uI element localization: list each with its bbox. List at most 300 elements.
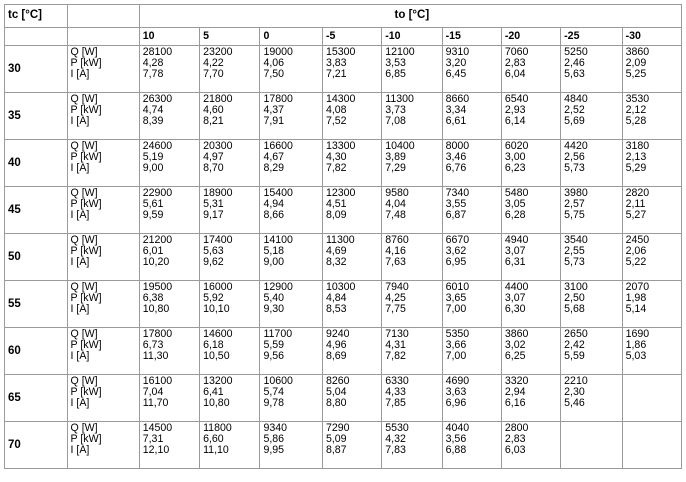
cell-value: 2,83	[504, 57, 526, 70]
cell-value: 8,70	[203, 162, 224, 175]
cell-value: 17800	[142, 328, 173, 340]
cell-value: 3,20	[445, 57, 467, 70]
cell-value: 6,14	[504, 115, 526, 128]
tc-value: 55	[5, 281, 68, 328]
cell-value: 14100	[263, 234, 293, 246]
cell-value: 16100	[142, 375, 173, 387]
cell-value: 5,29	[625, 162, 647, 175]
cell-value: 3180	[625, 140, 650, 152]
cell-value: 2820	[625, 187, 650, 199]
cell-value	[626, 423, 681, 434]
cell-value: 7,91	[263, 115, 285, 128]
cell-value: 5,18	[263, 245, 285, 258]
cell-value: 4,08	[325, 104, 347, 117]
data-cell	[442, 375, 501, 422]
data-cell	[260, 375, 323, 422]
cell-value: 5,75	[564, 209, 585, 222]
data-cell	[561, 375, 622, 422]
cell-value: 4940	[504, 234, 529, 246]
data-cell	[382, 234, 442, 281]
cell-value: 6,01	[142, 245, 164, 258]
cell-value: 9,00	[263, 256, 285, 269]
quantity-label: Q [W]	[70, 328, 98, 340]
cell-value: 11300	[325, 234, 355, 246]
quantity-labels	[67, 375, 139, 422]
cell-value: 9,00	[142, 162, 164, 175]
cell-value: 7,63	[385, 256, 406, 269]
tc-value: 70	[5, 422, 68, 469]
cell-value: 14500	[142, 422, 173, 434]
cell-value: 4,25	[385, 292, 406, 305]
cell-value: 9340	[263, 422, 288, 434]
cell-value: 5,31	[203, 198, 224, 211]
cell-value: 8000	[445, 140, 470, 152]
cell-value: 2,13	[625, 151, 647, 164]
cell-value: 5,59	[263, 339, 285, 352]
cell-value: 8,21	[203, 115, 224, 128]
data-cell	[442, 328, 501, 375]
cell-value: 7,48	[385, 209, 406, 222]
cell-value: 2,83	[504, 433, 526, 446]
data-cell	[322, 93, 381, 140]
data-cell	[501, 187, 560, 234]
cell-value: 4,97	[203, 151, 224, 164]
data-cell	[200, 187, 260, 234]
cell-value: 4,32	[385, 433, 406, 446]
cell-value: 3530	[625, 93, 650, 105]
quantity-label: Q [W]	[70, 375, 98, 387]
table-row	[5, 422, 682, 469]
data-cell	[442, 93, 501, 140]
quantity-label: P [kW]	[70, 57, 102, 70]
cell-value: 6540	[504, 93, 529, 105]
quantity-labels	[67, 140, 139, 187]
data-cell	[382, 375, 442, 422]
cell-value: 4040	[445, 422, 470, 434]
data-cell	[382, 46, 442, 93]
cell-value: 10,20	[142, 256, 170, 269]
cell-value: 22900	[142, 187, 173, 199]
cell-value: 2,42	[564, 339, 585, 352]
cell-value: 8760	[385, 234, 409, 246]
cell-value: 9,78	[263, 397, 285, 410]
cell-value: 4,96	[325, 339, 347, 352]
data-cell	[322, 234, 381, 281]
data-cell	[382, 422, 442, 469]
cell-value: 5,61	[142, 198, 164, 211]
cell-value: 7,31	[142, 433, 164, 446]
cell-value: 19500	[142, 281, 173, 293]
cell-value: 5,04	[325, 386, 347, 399]
data-cell	[260, 234, 323, 281]
cell-value: 28100	[142, 46, 173, 58]
cell-value: 6,41	[203, 386, 224, 399]
cell-value: 3,34	[445, 104, 467, 117]
data-cell	[622, 187, 681, 234]
cell-value: 5480	[504, 187, 529, 199]
quantity-label: I [A]	[70, 256, 90, 269]
cell-value: 5,73	[564, 162, 585, 175]
cell-value: 5,63	[203, 245, 224, 258]
cell-value: 6,30	[504, 303, 526, 316]
quantity-label: I [A]	[70, 303, 90, 316]
blank-header-cell	[5, 28, 68, 46]
cell-value	[626, 398, 681, 409]
cell-value: 2,46	[564, 57, 585, 70]
cell-value: 16000	[203, 281, 233, 293]
cell-value: 3,53	[385, 57, 406, 70]
data-cell	[322, 140, 381, 187]
cell-value: 5,63	[564, 68, 585, 81]
cell-value: 8,80	[325, 397, 347, 410]
tc-value: 65	[5, 375, 68, 422]
data-cell	[322, 281, 381, 328]
cell-value: 6,31	[504, 256, 526, 269]
cell-value: 8,32	[325, 256, 347, 269]
cell-value: 11,10	[203, 444, 229, 457]
data-cell	[260, 187, 323, 234]
cell-value	[626, 387, 681, 398]
data-cell	[200, 234, 260, 281]
cell-value: 24600	[142, 140, 173, 152]
data-cell	[501, 375, 560, 422]
cell-value: 7,82	[325, 162, 347, 175]
data-cell	[200, 375, 260, 422]
quantity-label: I [A]	[70, 397, 90, 410]
cell-value: 7,70	[203, 68, 224, 81]
cell-value: 13200	[203, 375, 233, 387]
cell-value: 6,73	[142, 339, 164, 352]
cell-value: 7340	[445, 187, 470, 199]
cell-value: 4840	[564, 93, 588, 105]
cell-value: 8,66	[263, 209, 285, 222]
cell-value: 4,30	[325, 151, 347, 164]
cell-value: 3,65	[445, 292, 467, 305]
cell-value: 2070	[625, 281, 650, 293]
cell-value: 7,82	[385, 350, 406, 363]
cell-value: 5,28	[625, 115, 647, 128]
to-value-header: -25	[561, 28, 622, 46]
cell-value: 26300	[142, 93, 173, 105]
to-value-header: 10	[139, 28, 199, 46]
cell-value	[564, 423, 621, 434]
table-row	[5, 281, 682, 328]
cell-value: 11700	[263, 328, 293, 340]
cell-value: 4,69	[325, 245, 347, 258]
cell-value: 17800	[263, 93, 293, 105]
cell-value: 1,86	[625, 339, 647, 352]
cell-value: 7,00	[445, 303, 467, 316]
cell-value: 7,83	[385, 444, 406, 457]
data-cell	[139, 187, 199, 234]
data-cell	[260, 46, 323, 93]
cell-value: 12900	[263, 281, 293, 293]
cell-value: 3,02	[504, 339, 526, 352]
cell-value: 5,22	[625, 256, 647, 269]
cell-value: 7,75	[385, 303, 406, 316]
cell-value: 4400	[504, 281, 529, 293]
cell-value: 8660	[445, 93, 470, 105]
quantity-label: I [A]	[70, 444, 90, 457]
cell-value: 12300	[325, 187, 356, 199]
data-cell	[322, 46, 381, 93]
cell-value: 7,50	[263, 68, 285, 81]
cell-value: 5,46	[564, 397, 585, 410]
quantity-labels	[67, 93, 139, 140]
cell-value: 8,87	[325, 444, 347, 457]
cell-value: 5250	[564, 46, 588, 58]
table-row	[5, 46, 682, 93]
tc-value: 45	[5, 187, 68, 234]
cell-value: 3320	[504, 375, 529, 387]
cell-value: 2650	[564, 328, 588, 340]
quantity-label: P [kW]	[70, 151, 102, 164]
data-cell	[200, 281, 260, 328]
tc-value: 30	[5, 46, 68, 93]
cell-value	[626, 434, 681, 445]
quantity-label: Q [W]	[70, 187, 98, 199]
cell-value: 3,46	[445, 151, 467, 164]
cell-value: 23200	[203, 46, 233, 58]
to-value-header: -10	[382, 28, 442, 46]
cell-value: 6,18	[203, 339, 224, 352]
data-cell	[622, 234, 681, 281]
data-cell	[442, 281, 501, 328]
cell-value: 2800	[504, 422, 529, 434]
cell-value: 19000	[263, 46, 293, 58]
cell-value: 10,80	[203, 397, 230, 410]
data-cell	[622, 281, 681, 328]
cell-value: 9,30	[263, 303, 285, 316]
cell-value: 9,62	[203, 256, 224, 269]
data-cell	[200, 93, 260, 140]
cell-value: 10,80	[142, 303, 170, 316]
cell-value: 5,25	[625, 68, 647, 81]
quantity-labels	[67, 328, 139, 375]
cell-value: 6,25	[504, 350, 526, 363]
cell-value: 1,98	[625, 292, 647, 305]
cell-value: 10400	[385, 140, 415, 152]
cell-value: 7,29	[385, 162, 406, 175]
cell-value: 5,27	[625, 209, 647, 222]
data-cell	[622, 375, 681, 422]
quantity-label: Q [W]	[70, 93, 98, 105]
tc-value: 40	[5, 140, 68, 187]
cell-value: 5,14	[625, 303, 647, 316]
cell-value: 2,56	[564, 151, 585, 164]
cell-value: 5,69	[564, 115, 585, 128]
quantity-label: P [kW]	[70, 339, 102, 352]
data-cell	[501, 140, 560, 187]
cell-value: 2,11	[625, 198, 646, 211]
cell-value: 9,95	[263, 444, 285, 457]
cell-value: 6330	[385, 375, 409, 387]
cell-value: 4,16	[385, 245, 406, 258]
cell-value: 7,08	[385, 115, 406, 128]
data-cell	[561, 422, 622, 469]
cell-value: 15300	[325, 46, 356, 58]
cell-value: 6,87	[445, 209, 467, 222]
data-cell	[322, 328, 381, 375]
data-cell	[442, 234, 501, 281]
quantity-label: I [A]	[70, 68, 90, 81]
table-row	[5, 93, 682, 140]
quantity-labels	[67, 46, 139, 93]
cell-value: 5,68	[564, 303, 585, 316]
cell-value: 5,86	[263, 433, 285, 446]
cell-value: 4420	[564, 140, 588, 152]
data-cell	[260, 422, 323, 469]
cell-value: 6,16	[504, 397, 526, 410]
tc-header: tc [°C]	[5, 5, 68, 28]
cell-value: 5,59	[564, 350, 585, 363]
cell-value: 6,61	[445, 115, 467, 128]
cell-value: 5,03	[625, 350, 647, 363]
cell-value: 3540	[564, 234, 588, 246]
quantity-label: Q [W]	[70, 422, 98, 434]
cell-value: 2,55	[564, 245, 585, 258]
data-cell	[139, 375, 199, 422]
cell-value: 9,17	[203, 209, 224, 222]
cell-value: 3860	[504, 328, 529, 340]
cell-value: 5,19	[142, 151, 164, 164]
quantity-label: P [kW]	[70, 104, 102, 117]
cell-value: 7,21	[325, 68, 347, 81]
cell-value: 3,63	[445, 386, 467, 399]
quantity-label: I [A]	[70, 162, 90, 175]
cell-value: 7,52	[325, 115, 347, 128]
to-value-header: -30	[622, 28, 681, 46]
to-header: to [°C]	[139, 5, 681, 28]
cell-value: 3,83	[325, 57, 347, 70]
cell-value: 6020	[504, 140, 529, 152]
cell-value: 11,70	[142, 397, 169, 410]
cell-value: 5,73	[564, 256, 585, 269]
cell-value: 5350	[445, 328, 470, 340]
data-cell	[139, 328, 199, 375]
cell-value: 4,67	[263, 151, 285, 164]
cell-value: 8,39	[142, 115, 164, 128]
cell-value: 6,38	[142, 292, 164, 305]
data-cell	[200, 46, 260, 93]
cell-value: 3,56	[445, 433, 467, 446]
cell-value: 5,40	[263, 292, 285, 305]
cell-value: 17400	[203, 234, 233, 246]
table-row	[5, 375, 682, 422]
data-cell	[322, 187, 381, 234]
cell-value: 7,00	[445, 350, 467, 363]
data-cell	[139, 234, 199, 281]
data-cell	[561, 187, 622, 234]
cell-value: 2,30	[564, 386, 585, 399]
data-cell	[622, 328, 681, 375]
cell-value: 14300	[325, 93, 356, 105]
cell-value: 3,07	[504, 292, 526, 305]
cell-value: 6,23	[504, 162, 526, 175]
data-cell	[382, 328, 442, 375]
tc-value: 35	[5, 93, 68, 140]
table-row	[5, 140, 682, 187]
cell-value: 5,92	[203, 292, 224, 305]
cell-value: 6,76	[445, 162, 467, 175]
cell-value: 8,53	[325, 303, 347, 316]
to-value-header: -5	[322, 28, 381, 46]
cell-value: 2,09	[625, 57, 647, 70]
data-cell	[622, 46, 681, 93]
cell-value: 6,88	[445, 444, 467, 457]
cell-value: 3,07	[504, 245, 526, 258]
quantity-label: P [kW]	[70, 245, 102, 258]
data-cell	[501, 328, 560, 375]
cell-value: 12100	[385, 46, 415, 58]
quantity-label: I [A]	[70, 350, 90, 363]
data-cell	[260, 93, 323, 140]
cell-value: 9,56	[263, 350, 285, 363]
tc-value: 50	[5, 234, 68, 281]
cell-value	[626, 376, 681, 387]
cell-value	[564, 445, 621, 456]
data-cell	[501, 234, 560, 281]
cell-value: 6,03	[504, 444, 526, 457]
cell-value: 9240	[325, 328, 350, 340]
data-cell	[561, 281, 622, 328]
cell-value: 3,05	[504, 198, 526, 211]
cell-value: 2,57	[564, 198, 585, 211]
cell-value: 4,51	[325, 198, 347, 211]
cell-value: 6010	[445, 281, 470, 293]
cell-value: 4,74	[142, 104, 164, 117]
cell-value: 8,09	[325, 209, 347, 222]
data-cell	[501, 422, 560, 469]
cell-value: 7,78	[142, 68, 164, 81]
cell-value: 2,52	[564, 104, 585, 117]
cell-value: 6,96	[445, 397, 467, 410]
cell-value: 7130	[385, 328, 409, 340]
data-cell	[200, 140, 260, 187]
table-row	[5, 234, 682, 281]
cell-value: 6670	[445, 234, 470, 246]
cell-value: 10,50	[203, 350, 230, 363]
cell-value: 4,04	[385, 198, 406, 211]
quantity-label: Q [W]	[70, 140, 98, 152]
cell-value: 14600	[203, 328, 233, 340]
data-cell	[561, 234, 622, 281]
data-cell	[442, 422, 501, 469]
cell-value: 3,89	[385, 151, 406, 164]
quantity-labels	[67, 187, 139, 234]
cell-value: 6,85	[385, 68, 406, 81]
cell-value: 21800	[203, 93, 233, 105]
cell-value: 3,62	[445, 245, 467, 258]
cell-value: 9310	[445, 46, 470, 58]
data-cell	[382, 187, 442, 234]
data-cell	[200, 328, 260, 375]
data-cell	[139, 281, 199, 328]
cell-value: 4,06	[263, 57, 285, 70]
to-value-header: 5	[200, 28, 260, 46]
data-cell	[139, 140, 199, 187]
cell-value: 4,31	[385, 339, 406, 352]
cell-value: 7,04	[142, 386, 164, 399]
data-cell	[442, 187, 501, 234]
cell-value: 5,74	[263, 386, 285, 399]
cell-value	[564, 434, 621, 445]
data-cell	[139, 422, 199, 469]
cell-value: 2210	[564, 375, 588, 387]
quantity-label: P [kW]	[70, 433, 102, 446]
cell-value: 18900	[203, 187, 233, 199]
cell-value: 7290	[325, 422, 350, 434]
